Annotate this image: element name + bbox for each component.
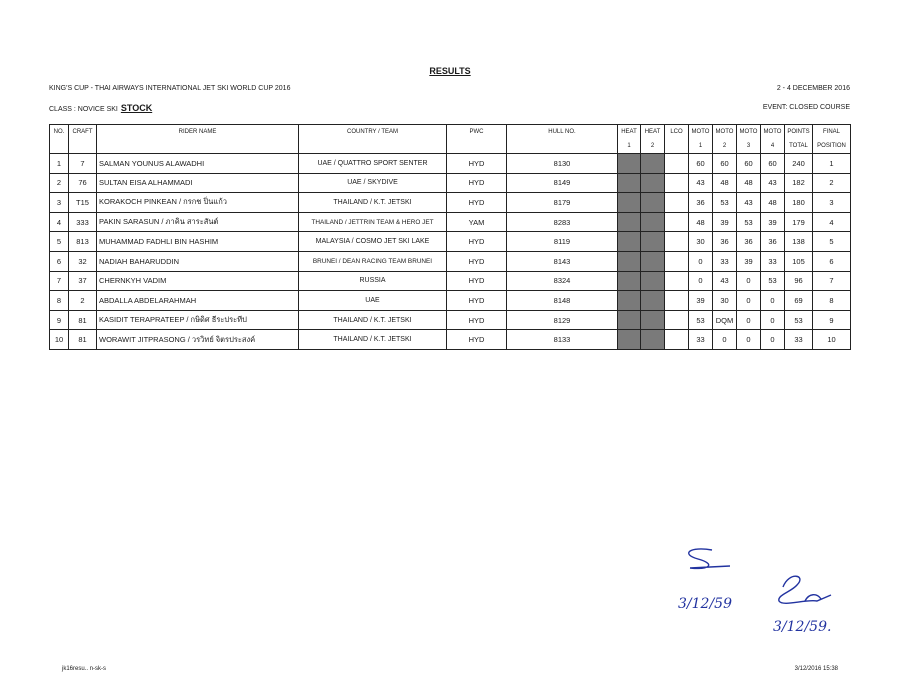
table-row	[50, 271, 851, 291]
cell-no: 8	[50, 291, 69, 311]
cell-position: 6	[813, 251, 851, 271]
cell-rider: KORAKOCH PINKEAN / กรกช ปิ่นแก้ว	[97, 193, 299, 213]
cell-moto1: 0	[689, 251, 713, 271]
cell-hull: 8119	[507, 232, 618, 252]
cell-country: UAE	[299, 291, 447, 311]
cell-country: UAE / QUATTRO SPORT SENTER	[299, 154, 447, 174]
cell-position: 8	[813, 291, 851, 311]
cell-lco	[665, 251, 689, 271]
cell-moto3: 53	[737, 212, 761, 232]
col-moto1-sub: 1	[689, 139, 713, 154]
col-lco-header: LCO	[665, 125, 689, 140]
cell-moto1: 39	[689, 291, 713, 311]
cell-moto2: 33	[713, 251, 737, 271]
cell-lco	[665, 232, 689, 252]
cell-heat1	[618, 330, 641, 350]
cell-hull: 8133	[507, 330, 618, 350]
cell-rider: CHERNKYH VADIM	[97, 271, 299, 291]
cell-moto2: 60	[713, 154, 737, 174]
cell-pwc: HYD	[447, 154, 507, 174]
cell-heat1	[618, 154, 641, 174]
class-value: STOCK	[120, 103, 153, 113]
cell-position: 9	[813, 310, 851, 330]
cell-no: 4	[50, 212, 69, 232]
cell-heat1	[618, 310, 641, 330]
col-hull-header: HULL NO.	[507, 125, 618, 140]
cell-moto4: 48	[761, 193, 785, 213]
cell-moto4: 36	[761, 232, 785, 252]
cell-craft: 813	[69, 232, 97, 252]
cell-no: 5	[50, 232, 69, 252]
col-moto3-header: MOTO	[737, 125, 761, 140]
cell-craft: 37	[69, 271, 97, 291]
cell-pwc: HYD	[447, 251, 507, 271]
cell-moto1: 0	[689, 271, 713, 291]
col-moto4-sub: 4	[761, 139, 785, 154]
results-table	[49, 124, 851, 350]
cell-pwc: HYD	[447, 232, 507, 252]
cell-rider: ABDALLA ABDELARAHMAH	[97, 291, 299, 311]
cell-total: 105	[785, 251, 813, 271]
cell-position: 5	[813, 232, 851, 252]
cell-position: 2	[813, 173, 851, 193]
cell-position: 4	[813, 212, 851, 232]
cell-moto3: 36	[737, 232, 761, 252]
cell-country: THAILAND / K.T. JETSKI	[299, 193, 447, 213]
cell-moto3: 39	[737, 251, 761, 271]
cell-lco	[665, 291, 689, 311]
cell-no: 7	[50, 271, 69, 291]
table-row	[50, 251, 851, 271]
cell-total: 182	[785, 173, 813, 193]
cell-moto2: DQM	[713, 310, 737, 330]
cell-hull: 8148	[507, 291, 618, 311]
cell-moto4: 0	[761, 310, 785, 330]
cell-position: 7	[813, 271, 851, 291]
cell-heat2	[641, 154, 665, 174]
cell-position: 1	[813, 154, 851, 174]
cell-total: 180	[785, 193, 813, 213]
col-heat1-sub: 1	[618, 139, 641, 154]
col-final-sub: POSITION	[813, 139, 851, 154]
col-pwc-header: PWC	[447, 125, 507, 140]
table-row	[50, 232, 851, 252]
class-line	[49, 103, 152, 113]
cell-moto2: 53	[713, 193, 737, 213]
cell-hull: 8143	[507, 251, 618, 271]
col-moto3-sub: 3	[737, 139, 761, 154]
col-points-header: POINTS	[785, 125, 813, 140]
cell-rider: SALMAN YOUNUS ALAWADHI	[97, 154, 299, 174]
cell-moto1: 33	[689, 330, 713, 350]
table-row	[50, 291, 851, 311]
cell-craft: 7	[69, 154, 97, 174]
cell-moto3: 60	[737, 154, 761, 174]
cell-country: RUSSIA	[299, 271, 447, 291]
cell-total: 138	[785, 232, 813, 252]
cell-moto3: 0	[737, 291, 761, 311]
cell-moto1: 53	[689, 310, 713, 330]
cell-total: 53	[785, 310, 813, 330]
cell-heat2	[641, 251, 665, 271]
table-row	[50, 154, 851, 174]
cell-pwc: HYD	[447, 330, 507, 350]
signature-right	[765, 565, 855, 640]
col-moto4-header: MOTO	[761, 125, 785, 140]
table-row	[50, 310, 851, 330]
cell-no: 3	[50, 193, 69, 213]
cell-heat1	[618, 212, 641, 232]
cell-moto2: 48	[713, 173, 737, 193]
cell-no: 2	[50, 173, 69, 193]
table-row	[50, 330, 851, 350]
cell-moto3: 0	[737, 271, 761, 291]
cell-pwc: HYD	[447, 310, 507, 330]
table-row	[50, 212, 851, 232]
col-points-sub: TOTAL	[785, 139, 813, 154]
col-craft-header: CRAFT	[69, 125, 97, 140]
cell-heat1	[618, 232, 641, 252]
cell-heat2	[641, 212, 665, 232]
cell-heat2	[641, 271, 665, 291]
cell-heat2	[641, 173, 665, 193]
cell-no: 9	[50, 310, 69, 330]
class-label: CLASS : NOVICE SKI	[49, 106, 118, 113]
cell-pwc: HYD	[447, 173, 507, 193]
cell-rider: KASIDIT TERAPRATEEP / กษิดิศ ธีระประทีป	[97, 310, 299, 330]
cell-moto2: 0	[713, 330, 737, 350]
col-heat2-sub: 2	[641, 139, 665, 154]
cell-lco	[665, 154, 689, 174]
event-course: EVENT: CLOSED COURSE	[762, 104, 850, 111]
cell-position: 3	[813, 193, 851, 213]
cell-craft: 333	[69, 212, 97, 232]
cell-moto2: 30	[713, 291, 737, 311]
event-name: KING'S CUP - THAI AIRWAYS INTERNATIONAL JET SKI WORLD CUP 2016	[49, 85, 291, 92]
cell-pwc: HYD	[447, 291, 507, 311]
cell-moto4: 53	[761, 271, 785, 291]
signature-left-date: 3/12/59	[678, 596, 732, 612]
cell-rider: SULTAN EISA ALHAMMADI	[97, 173, 299, 193]
cell-total: 240	[785, 154, 813, 174]
cell-total: 69	[785, 291, 813, 311]
cell-rider: WORAWIT JITPRASONG / วรวิทย์ จิตรประสงค์	[97, 330, 299, 350]
cell-hull: 8149	[507, 173, 618, 193]
cell-lco	[665, 173, 689, 193]
footer-timestamp: 3/12/2016 15:38	[794, 666, 838, 672]
cell-moto1: 36	[689, 193, 713, 213]
cell-heat1	[618, 193, 641, 213]
cell-craft: 76	[69, 173, 97, 193]
cell-country: THAILAND / JETTRIN TEAM & HERO JET	[299, 212, 447, 232]
col-final-header: FINAL	[813, 125, 851, 140]
cell-moto4: 39	[761, 212, 785, 232]
cell-moto4: 0	[761, 291, 785, 311]
cell-no: 1	[50, 154, 69, 174]
table-row	[50, 173, 851, 193]
cell-total: 179	[785, 212, 813, 232]
cell-heat1	[618, 251, 641, 271]
col-no-header: NO.	[50, 125, 69, 140]
cell-pwc: HYD	[447, 193, 507, 213]
cell-lco	[665, 310, 689, 330]
cell-total: 33	[785, 330, 813, 350]
cell-heat1	[618, 271, 641, 291]
cell-hull: 8324	[507, 271, 618, 291]
cell-moto4: 33	[761, 251, 785, 271]
cell-lco	[665, 271, 689, 291]
cell-hull: 8130	[507, 154, 618, 174]
cell-craft: 81	[69, 310, 97, 330]
cell-country: BRUNEI / DEAN RACING TEAM BRUNEI	[299, 251, 447, 271]
cell-country: THAILAND / K.T. JETSKI	[299, 310, 447, 330]
col-heat2-header: HEAT	[641, 125, 665, 140]
cell-hull: 8129	[507, 310, 618, 330]
signature-left	[660, 540, 770, 615]
footer-file: jk16resu.. n-sk-s	[62, 666, 107, 672]
col-rider-header: RIDER NAME	[97, 125, 299, 140]
cell-hull: 8179	[507, 193, 618, 213]
cell-rider: PAKIN SARASUN / ภาคิน สาระสันต์	[97, 212, 299, 232]
col-moto1-header: MOTO	[689, 125, 713, 140]
cell-craft: 81	[69, 330, 97, 350]
cell-country: MALAYSIA / COSMO JET SKI LAKE	[299, 232, 447, 252]
cell-no: 6	[50, 251, 69, 271]
col-heat1-header: HEAT	[618, 125, 641, 140]
cell-moto3: 0	[737, 330, 761, 350]
cell-moto1: 60	[689, 154, 713, 174]
cell-lco	[665, 330, 689, 350]
cell-moto2: 43	[713, 271, 737, 291]
cell-craft: T15	[69, 193, 97, 213]
cell-craft: 2	[69, 291, 97, 311]
cell-heat2	[641, 330, 665, 350]
cell-heat1	[618, 173, 641, 193]
cell-total: 96	[785, 271, 813, 291]
cell-heat2	[641, 291, 665, 311]
cell-rider: MUHAMMAD FADHLI BIN HASHIM	[97, 232, 299, 252]
cell-no: 10	[50, 330, 69, 350]
page-title: RESULTS	[429, 66, 471, 76]
cell-moto2: 36	[713, 232, 737, 252]
cell-moto4: 60	[761, 154, 785, 174]
cell-moto1: 43	[689, 173, 713, 193]
cell-moto4: 0	[761, 330, 785, 350]
cell-heat2	[641, 193, 665, 213]
cell-position: 10	[813, 330, 851, 350]
cell-lco	[665, 212, 689, 232]
cell-pwc: YAM	[447, 212, 507, 232]
cell-moto3: 43	[737, 193, 761, 213]
cell-pwc: HYD	[447, 271, 507, 291]
cell-heat2	[641, 310, 665, 330]
cell-country: UAE / SKYDIVE	[299, 173, 447, 193]
signature-right-date: 3/12/59.	[773, 619, 832, 635]
cell-moto3: 0	[737, 310, 761, 330]
cell-hull: 8283	[507, 212, 618, 232]
cell-craft: 32	[69, 251, 97, 271]
cell-moto2: 39	[713, 212, 737, 232]
results-body	[50, 154, 851, 350]
cell-country: THAILAND / K.T. JETSKI	[299, 330, 447, 350]
col-country-header: COUNTRY / TEAM	[299, 125, 447, 140]
table-row	[50, 193, 851, 213]
cell-lco	[665, 193, 689, 213]
cell-heat1	[618, 291, 641, 311]
col-moto2-sub: 2	[713, 139, 737, 154]
cell-moto3: 48	[737, 173, 761, 193]
cell-heat2	[641, 232, 665, 252]
cell-moto1: 30	[689, 232, 713, 252]
cell-moto1: 48	[689, 212, 713, 232]
cell-moto4: 43	[761, 173, 785, 193]
cell-rider: NADIAH BAHARUDDIN	[97, 251, 299, 271]
event-dates: 2 - 4 DECEMBER 2016	[776, 85, 850, 92]
col-moto2-header: MOTO	[713, 125, 737, 140]
